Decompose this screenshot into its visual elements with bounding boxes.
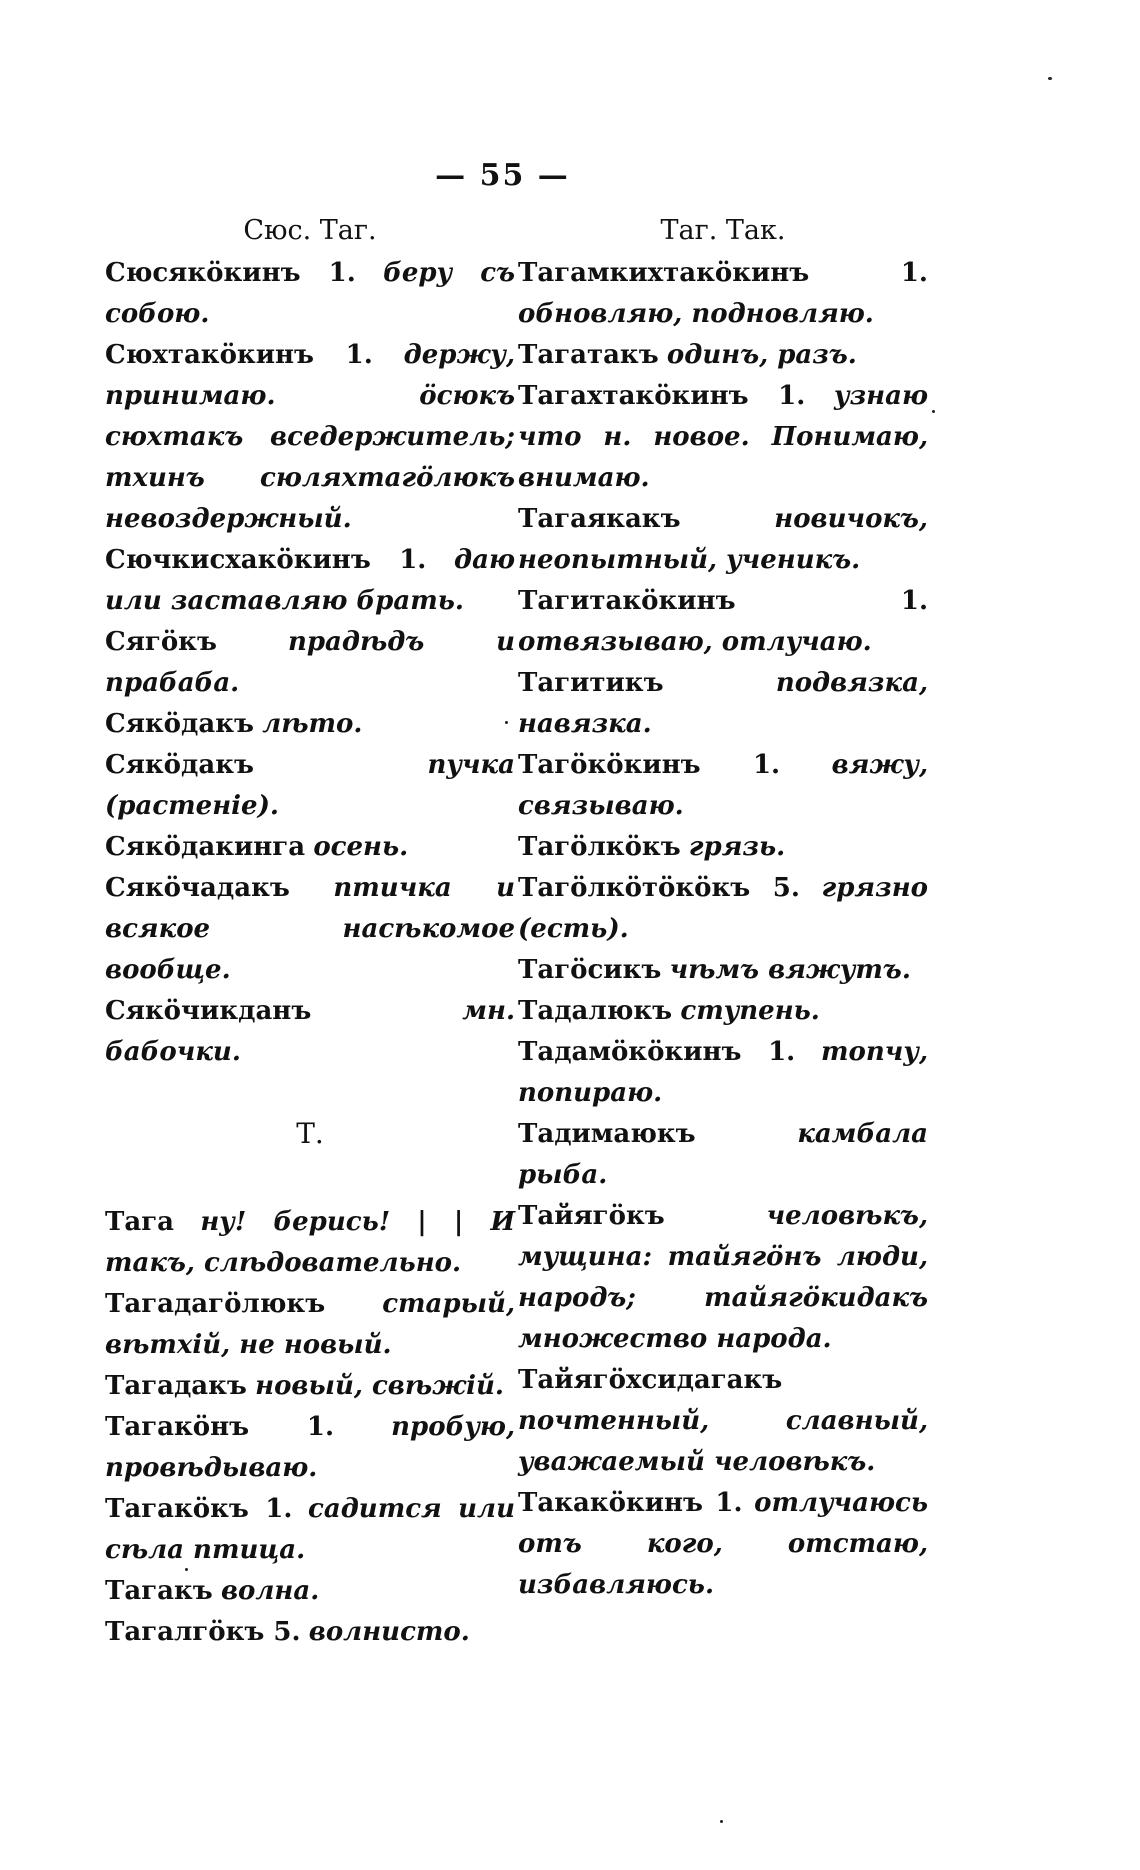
entry-headword: Тагакӧнъ 1. (105, 1412, 335, 1442)
entry-headword: Тагахтакӧкинъ 1. (518, 381, 806, 411)
entry-headword: Тагамкихтакӧкинъ 1. (518, 258, 928, 288)
right-entries (518, 253, 928, 1606)
dictionary-entry (518, 376, 928, 499)
entry-definition: узнаю что н. новое. Понимаю, внимаю. (518, 381, 928, 493)
dictionary-entry (105, 335, 515, 540)
entry-headword: Сючкисхакӧкинъ 1. (105, 545, 427, 575)
dictionary-entry (105, 622, 515, 704)
entry-definition: ну! берись! | | И такъ, слѣдовательно. (105, 1207, 516, 1278)
dictionary-entry (518, 581, 928, 663)
entry-headword: Тагакӧкъ 1. (105, 1494, 293, 1524)
entry-definition: обновляю, подновляю. (518, 299, 874, 329)
scan-speck (505, 721, 508, 724)
entry-headword: Тайягӧкъ (518, 1201, 665, 1231)
dictionary-entry (518, 827, 928, 868)
entry-definition: человѣкъ, мущина: тайягӧнъ люди, народъ; тайягӧкидакъ множество народа. (518, 1201, 928, 1354)
entry-definition: топчу, попираю. (518, 1037, 928, 1108)
dictionary-entry (105, 745, 515, 827)
entry-definition: новый, свѣжій. (255, 1371, 504, 1401)
entry-headword: Тагӧлкӧкъ (518, 832, 681, 862)
entry-headword: Тагалгӧкъ 5. (105, 1617, 301, 1647)
scan-speck (185, 1568, 188, 1571)
entry-headword: Тагитикъ (518, 668, 664, 698)
entry-headword: Тагатакъ (518, 340, 659, 370)
dictionary-entry (105, 1284, 515, 1366)
entry-definition: держу, принимаю. ӧсюкъ сюхтакъ вседержитель; тхинъ сюляхтагӧлюкъ невоздержный. (105, 340, 515, 534)
dictionary-entry (105, 991, 515, 1073)
left-column (105, 210, 515, 1653)
dictionary-entry (518, 1114, 928, 1196)
dictionary-entry (105, 1202, 515, 1284)
entry-definition: камбала рыба. (518, 1119, 928, 1190)
entry-definition: грязно (есть). (518, 873, 928, 944)
dictionary-entry (518, 868, 928, 950)
dictionary-entry (518, 1196, 928, 1360)
entry-headword: Тайягӧхсидагакъ (518, 1365, 783, 1395)
dictionary-entry (105, 827, 515, 868)
entry-definition: беру съ собою. (105, 258, 515, 329)
dictionary-entry (105, 1571, 515, 1612)
dictionary-entry (518, 335, 928, 376)
entry-definition: отлучаюсь отъ кого, отстаю, избавляюсь. (518, 1488, 929, 1600)
entry-definition: прадѣдъ и прабаба. (105, 627, 515, 698)
entry-definition: одинъ, разъ. (666, 340, 857, 370)
right-column (518, 210, 928, 1606)
entry-headword: Тагакъ (105, 1576, 213, 1606)
entry-headword: Тагӧкӧкинъ 1. (518, 750, 781, 780)
entry-headword: Сягӧкъ (105, 627, 217, 657)
right-column-header: Таг. Так. (660, 215, 786, 246)
entry-definition: осень. (313, 832, 409, 862)
dictionary-entry (518, 1360, 928, 1483)
entry-headword: Сякӧчадакъ (105, 873, 290, 903)
entry-definition: мн. бабочки. (105, 996, 515, 1067)
entry-headword: Тагадагӧлюкъ (105, 1289, 326, 1319)
entry-definition: грязь. (688, 832, 786, 862)
left-entries-after (105, 1202, 515, 1653)
entry-headword: Сюсякӧкинъ 1. (105, 258, 356, 288)
section-letter: Т. (296, 1117, 324, 1150)
dictionary-entry (518, 1483, 928, 1606)
entry-headword: Тадамӧкӧкинъ 1. (518, 1037, 796, 1067)
entry-definition: лѣто. (262, 709, 363, 739)
entry-definition: пробую, провѣдываю. (105, 1412, 515, 1483)
left-column-header: Сюс. Таг. (243, 215, 377, 246)
scan-speck (720, 1820, 723, 1823)
entry-headword: Тагӧлкӧтӧкӧкъ 5. (518, 873, 800, 903)
dictionary-entry (518, 745, 928, 827)
entry-headword: Тадимаюкъ (518, 1119, 696, 1149)
entry-headword: Сякӧдакъ (105, 750, 254, 780)
entry-definition: вяжу, связываю. (518, 750, 928, 821)
entry-headword: Тага (105, 1207, 174, 1237)
dictionary-entry (518, 1032, 928, 1114)
entry-headword: Тагаякакъ (518, 504, 681, 534)
entry-headword: Сякӧдакъ (105, 709, 254, 739)
dictionary-entry (105, 1366, 515, 1407)
dictionary-entry (105, 540, 515, 622)
entry-headword: Тагадакъ (105, 1371, 247, 1401)
entry-definition: даю или заставляю брать. (105, 545, 515, 616)
entry-headword: Тадалюкъ (518, 996, 673, 1026)
entry-definition: старый, вѣтхій, не новый. (105, 1289, 515, 1360)
entry-definition: ступень. (680, 996, 820, 1026)
dictionary-entry (105, 868, 515, 991)
scan-speck (1048, 77, 1052, 80)
entry-headword: Сюхтакӧкинъ 1. (105, 340, 373, 370)
left-entries-before (105, 253, 515, 1073)
entry-definition: отвязываю, отлучаю. (518, 627, 872, 657)
dictionary-entry (105, 1489, 515, 1571)
entry-definition: волнисто. (308, 1617, 470, 1647)
entry-definition: волна. (220, 1576, 320, 1606)
dictionary-entry (518, 950, 928, 991)
dictionary-entry (105, 1612, 515, 1653)
entry-definition: почтенный, славный, уважаемый человѣкъ. (518, 1406, 928, 1477)
dictionary-entry (518, 499, 928, 581)
dictionary-entry (518, 253, 928, 335)
dictionary-entry (518, 663, 928, 745)
dictionary-entry (105, 704, 515, 745)
entry-definition: птичка и всякое насѣкомое вообще. (105, 873, 515, 985)
entry-headword: Тагитакӧкинъ 1. (518, 586, 928, 616)
scan-speck (932, 410, 935, 413)
entry-definition: пучка (растеніе). (105, 750, 515, 821)
entry-headword: Сякӧчикданъ (105, 996, 312, 1026)
entry-headword: Сякӧдакинга (105, 832, 306, 862)
entry-headword: Такакӧкинъ 1. (518, 1488, 743, 1518)
entry-definition: подвязка, навязка. (518, 668, 928, 739)
entry-definition: садится или сѣла птица. (105, 1494, 515, 1565)
dictionary-entry (518, 991, 928, 1032)
entry-headword: Тагӧсикъ (518, 955, 662, 985)
entry-definition: новичокъ, неопытный, ученикъ. (518, 504, 928, 575)
entry-definition: чѣмъ вяжутъ. (669, 955, 911, 985)
dictionary-entry (105, 253, 515, 335)
dictionary-entry (105, 1407, 515, 1489)
page-number: — 55 — (435, 158, 570, 193)
